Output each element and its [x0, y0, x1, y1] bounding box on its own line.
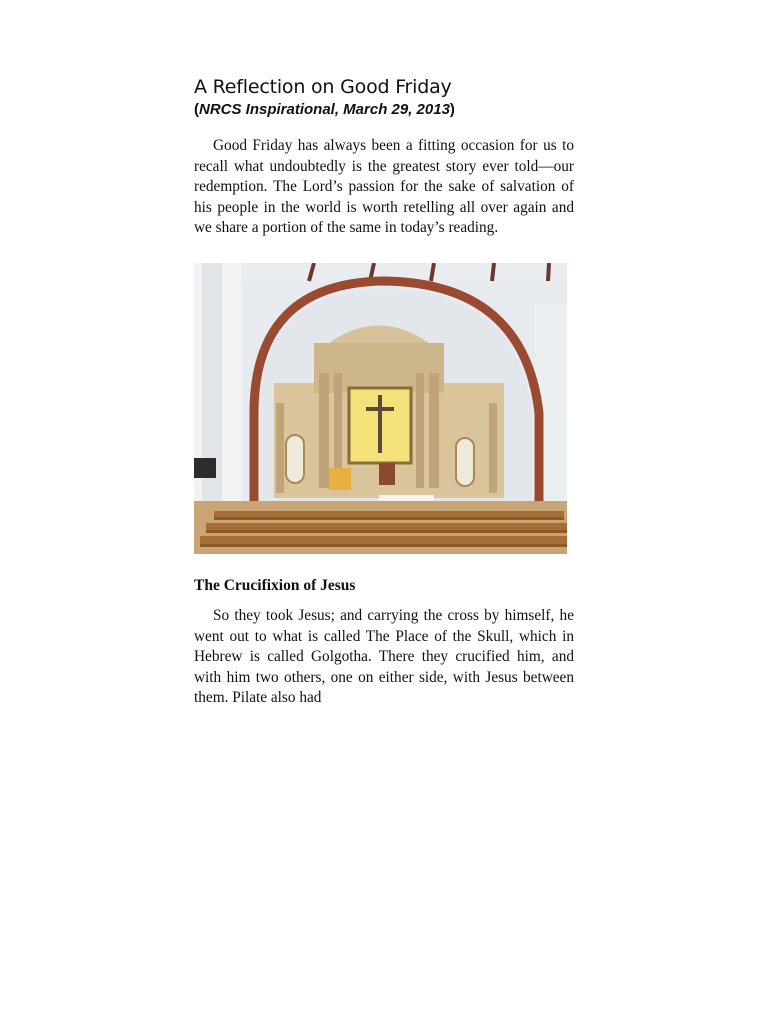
section-heading: The Crucifixion of Jesus [194, 576, 356, 594]
church-altar-photo [194, 263, 567, 554]
document-page [194, 74, 574, 709]
subtitle-open-paren: ( [194, 101, 199, 118]
article-subtitle [194, 100, 574, 120]
subtitle-source-date: NRCS Inspirational, March 29, 2013 [199, 101, 450, 118]
section-paragraph: So they took Jesus; and carrying the cross by himself, he went out to what is called The Place of the Skull, which in Hebrew is called Golgotha. There they crucified him, and with him two others, one on either side, with Jesus between them. Pilate also had [194, 606, 574, 707]
subtitle-close-paren: ) [449, 101, 455, 118]
article-title: A Reflection on Good Friday [194, 76, 452, 98]
intro-paragraph: Good Friday has always been a fitting occasion for us to recall what undoubtedly is the greatest story ever told—our redemption. The Lord’s passion for the sake of salvation of his people in the world is worth retelling all over again and we share a portion of the same in today’s reading. [194, 137, 574, 237]
